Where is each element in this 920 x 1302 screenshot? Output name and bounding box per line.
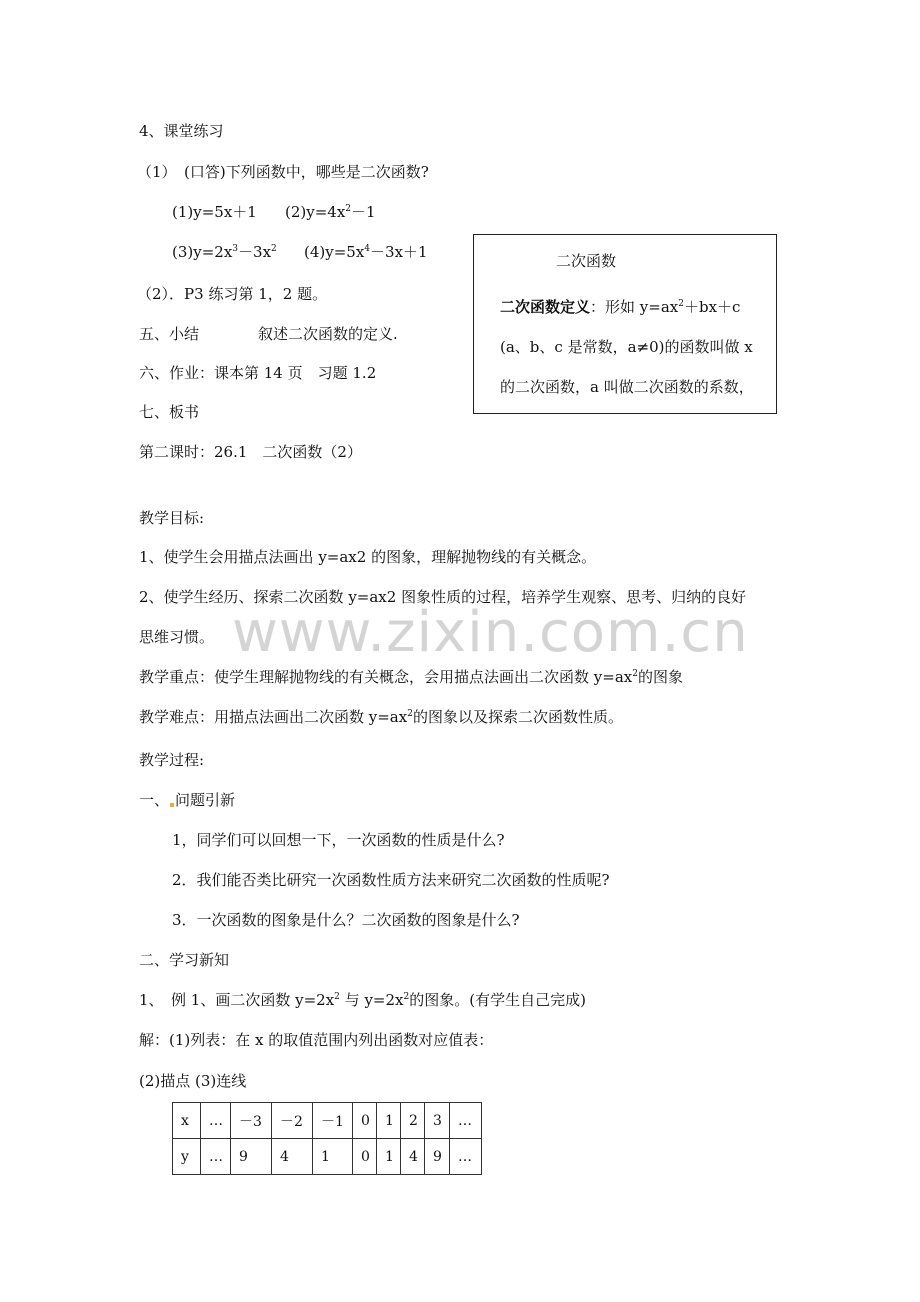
exercise-q2: （2）．P3 练习第 1，2 题。 [137, 285, 328, 303]
difficulty: 教学难点：用描点法画出二次函数 $y=ax^2$的图象以及探索二次函数性质。 [139, 708, 623, 726]
table-cell: x [173, 1103, 201, 1139]
steps-line: (2)描点 (3)连线 [139, 1072, 247, 1090]
edit-mark [170, 803, 174, 807]
definition-line-1: 二次函数定义：形如 $y=ax^2+bx+c$ [500, 298, 741, 316]
example-1: 1、 例 1、画二次函数 $y=2x^2$ 与 $y=2x^2$的图象。(有学生自己完成) [139, 991, 586, 1009]
process-heading: 教学过程: [139, 751, 205, 769]
section4-heading: 4、课堂练习 [139, 122, 224, 140]
table-cell: 2 [401, 1103, 425, 1139]
table-cell: … [450, 1139, 482, 1175]
table-cell: 3 [425, 1103, 450, 1139]
definition-box [473, 234, 777, 414]
table-cell: … [201, 1139, 231, 1175]
board-heading: 七、板书 [139, 403, 200, 421]
part1-q3: 3．一次函数的图象是什么？二次函数的图象是什么? [172, 911, 520, 929]
value-table [172, 1102, 482, 1175]
definition-title: 二次函数 [556, 252, 617, 270]
part1-q2: 2．我们能否类比研究一次函数性质方法来研究二次函数的性质呢? [172, 871, 610, 889]
table-cell: 9 [231, 1139, 272, 1175]
table-cell: y [173, 1139, 201, 1175]
objective-1: 1、使学生会用描点法画出 y=ax2 的图象，理解抛物线的有关概念。 [139, 548, 597, 566]
table-cell: 0 [353, 1103, 377, 1139]
solution-line: 解：(1)列表：在 x 的取值范围内列出函数对应值表： [139, 1031, 494, 1049]
option-3: $(3)y=2x^3-3x^2$ [172, 243, 277, 261]
table-cell: 1 [377, 1139, 401, 1175]
table-cell: 9 [425, 1139, 450, 1175]
part2-heading: 二、学习新知 [139, 951, 230, 969]
table-cell: 4 [272, 1139, 313, 1175]
table-cell: 1 [313, 1139, 353, 1175]
homework: 六、作业：课本第 14 页 习题 1.2 [139, 364, 377, 382]
table-cell: －1 [313, 1103, 353, 1139]
lesson2-title: 第二课时：26.1 二次函数（2） [139, 443, 362, 461]
objective-2: 2、使学生经历、探索二次函数 y=ax2 图象性质的过程，培养学生观察、思考、归纳的良好 [139, 588, 747, 606]
exercise-q1: （1） (口答)下列函数中，哪些是二次函数? [137, 163, 429, 181]
table-cell: －2 [272, 1103, 313, 1139]
part1-heading: 一、 问题引新 [139, 791, 236, 809]
definition-line-3: 的二次函数，a 叫做二次函数的系数， [500, 378, 754, 396]
table-cell: … [201, 1103, 231, 1139]
summary-text: 叙述二次函数的定义. [258, 325, 398, 343]
table-row-y [173, 1139, 482, 1175]
table-cell: 0 [353, 1139, 377, 1175]
objective-2-cont: 思维习惯。 [139, 628, 215, 646]
table-cell: －3 [231, 1103, 272, 1139]
part1-q1: 1，同学们可以回想一下，一次函数的性质是什么? [172, 831, 505, 849]
table-row-x [173, 1103, 482, 1139]
option-2: $(2)y=4x^2-1$ [285, 203, 376, 221]
summary-label: 五、小结 [139, 325, 200, 343]
watermark: www.zixin.com.cn [232, 600, 749, 665]
definition-line-2: (a、b、c 是常数，a≠0)的函数叫做 x [500, 338, 753, 356]
table-cell: … [450, 1103, 482, 1139]
table-cell: 1 [377, 1103, 401, 1139]
objectives-heading: 教学目标: [139, 509, 205, 527]
option-1: (1)y=5x＋1 [172, 203, 257, 221]
key-point: 教学重点：使学生理解抛物线的有关概念，会用描点法画出二次函数 $y=ax^2$的图象 [139, 668, 683, 686]
option-4: $(4)y=5x^4-3x+1$ [304, 243, 428, 261]
table-cell: 4 [401, 1139, 425, 1175]
